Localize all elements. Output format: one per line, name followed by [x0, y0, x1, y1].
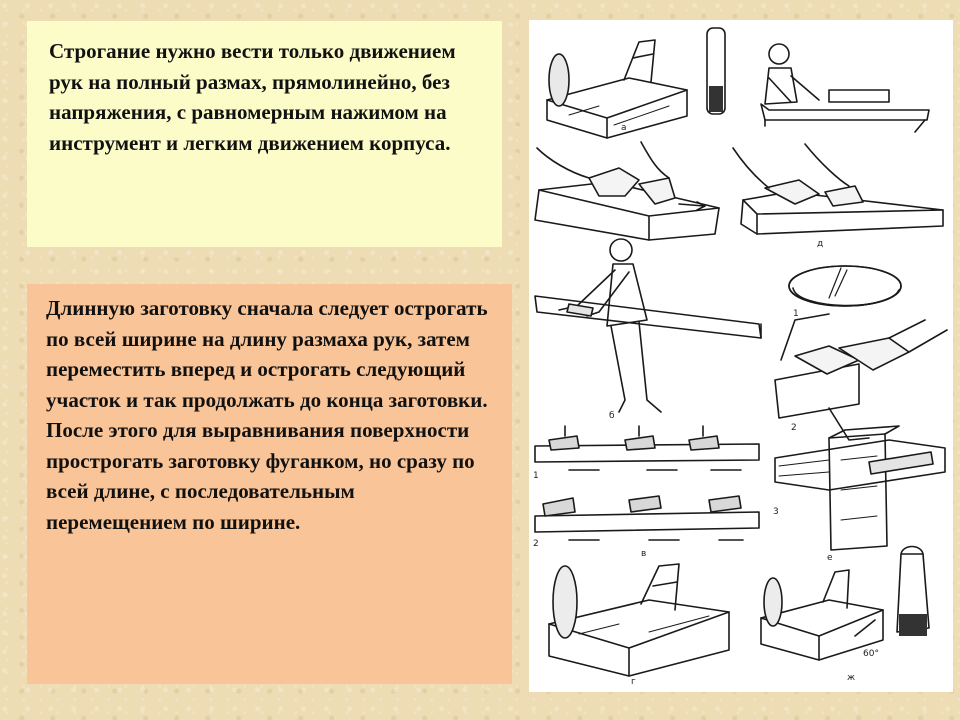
figure-label-n2b: 2: [533, 539, 539, 549]
hand-plane-figure: [547, 40, 687, 138]
worker-at-bench-figure: [761, 44, 929, 132]
hands-planing-figure-1: [535, 142, 719, 240]
plane-body-detail-figure: [549, 564, 729, 676]
figure-label-e: е: [827, 553, 833, 563]
figure-label-n1b: 1: [533, 471, 539, 481]
figure-label-n2: 2: [791, 423, 797, 433]
plane-blade-figure: [707, 28, 725, 114]
worker-planing-long-board-figure: [535, 239, 761, 412]
planing-illustration: [529, 20, 953, 692]
long-workpiece-text: Длинную заготовку сначала следует острогать по всей ширине на длину размаха рук, затем переместить вперед и острогать следующий участок и так продолжать до конца заготовки. После этого для выравнивания поверхности прострогать заготовку фуганком, но сразу по всей длине, с последовательным перемещением по ширине.: [46, 296, 488, 534]
hands-planing-figure-2: [733, 144, 943, 234]
plane-iron-figure: [897, 547, 929, 637]
intro-text-panel: [27, 21, 502, 247]
figure-label-angle: 60°: [863, 649, 879, 659]
figure-label-a: а: [621, 123, 627, 133]
planed-surface-figure: [789, 266, 901, 306]
figure-label-n1: 1: [793, 309, 799, 319]
plane-blade-angle-figure: [761, 570, 883, 660]
figure-label-b: б: [609, 411, 615, 421]
board-cross-section-figure: [775, 426, 945, 550]
figure-label-v: в: [641, 549, 647, 559]
figure-label-g: г: [631, 677, 636, 687]
procedure-text-panel: [27, 284, 512, 684]
figure-label-d: д: [817, 239, 824, 249]
figure-label-zh: ж: [847, 673, 856, 683]
sequential-planing-diagram: [535, 426, 759, 540]
figure-label-n3: 3: [773, 507, 779, 517]
planing-rule-text: Строгание нужно вести только движением рук на полный размах, прямолинейно, без напряжения, с равномерным нажимом на инструмент и легким движением корпуса.: [49, 39, 456, 155]
hands-on-plane-closeup-figure: [775, 314, 947, 440]
